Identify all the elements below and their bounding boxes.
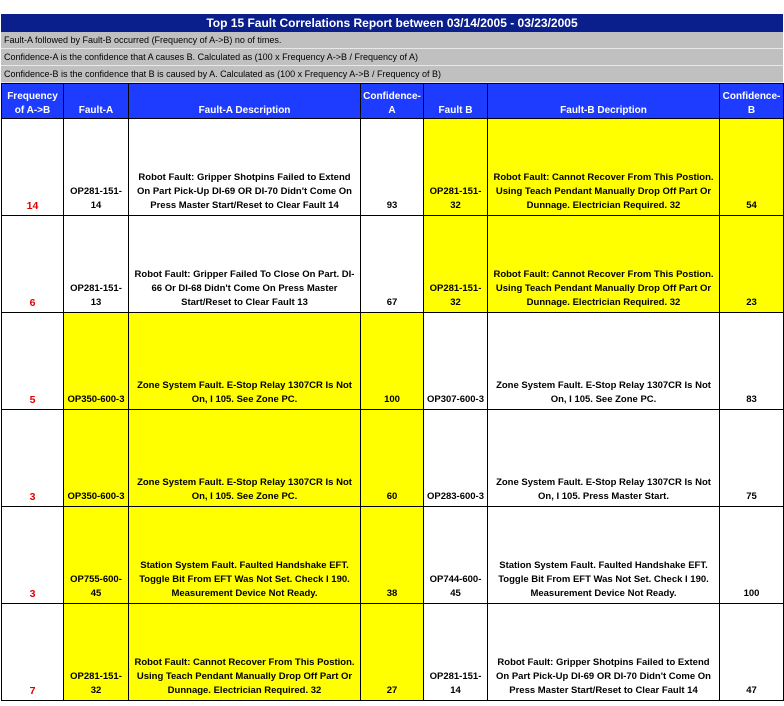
fault-b-description-cell: Robot Fault: Cannot Recover From This Postion. Using Teach Pendant Manually Drop Off Part Or Dunnage. Electrician Required. 32 (488, 216, 720, 313)
fault-b-description-cell: Robot Fault: Cannot Recover From This Postion. Using Teach Pendant Manually Drop Off Part Or Dunnage. Electrician Required. 32 (488, 119, 720, 216)
confidence-b-cell: 23 (720, 216, 784, 313)
frequency-cell: 3 (2, 410, 64, 507)
confidence-a-cell: 38 (361, 507, 424, 604)
note-confidence-a: Confidence-A is the confidence that A causes B. Calculated as (100 x Frequency A->B / Frequency of A) (1, 49, 783, 66)
table-row (2, 313, 784, 410)
confidence-b-cell: 47 (720, 604, 784, 701)
note-frequency: Fault-A followed by Fault-B occurred (Frequency of A->B) no of times. (1, 32, 783, 49)
header-fault-b: Fault B (424, 84, 488, 119)
fault-a-description-cell: Robot Fault: Cannot Recover From This Postion. Using Teach Pendant Manually Drop Off Part Or Dunnage. Electrician Required. 32 (129, 604, 361, 701)
fault-b-cell: OP281-151-14 (424, 604, 488, 701)
fault-b-description-cell: Robot Fault: Gripper Shotpins Failed to Extend On Part Pick-Up DI-69 OR DI-70 Didn't Come On Press Master Start/Reset to Clear Fault 14 (488, 604, 720, 701)
fault-a-cell: OP281-151-13 (64, 216, 129, 313)
fault-a-cell: OP350-600-3 (64, 313, 129, 410)
fault-b-description-cell: Station System Fault. Faulted Handshake EFT. Toggle Bit From EFT Was Not Set. Check I 190. Measurement Device Not Ready. (488, 507, 720, 604)
fault-b-cell: OP281-151-32 (424, 119, 488, 216)
frequency-cell: 7 (2, 604, 64, 701)
fault-b-cell: OP281-151-32 (424, 216, 488, 313)
table-row (2, 119, 784, 216)
confidence-a-cell: 60 (361, 410, 424, 507)
confidence-a-cell: 67 (361, 216, 424, 313)
fault-a-cell: OP755-600-45 (64, 507, 129, 604)
fault-a-description-cell: Robot Fault: Gripper Failed To Close On Part. DI-66 Or DI-68 Didn't Come On Press Master Start/Reset to Clear Fault 13 (129, 216, 361, 313)
header-fault-b-description: Fault-B Decription (488, 84, 720, 119)
confidence-a-cell: 93 (361, 119, 424, 216)
fault-b-cell: OP283-600-3 (424, 410, 488, 507)
header-fault-a-description: Fault-A Description (129, 84, 361, 119)
header-confidence-b: Confidence-B (720, 84, 784, 119)
table-row (2, 507, 784, 604)
confidence-b-cell: 100 (720, 507, 784, 604)
note-confidence-b: Confidence-B is the confidence that B is caused by A. Calculated as (100 x Frequency A->B / Frequency of B) (1, 66, 783, 83)
confidence-b-cell: 75 (720, 410, 784, 507)
table-row (2, 216, 784, 313)
fault-b-cell: OP744-600-45 (424, 507, 488, 604)
confidence-b-cell: 54 (720, 119, 784, 216)
fault-a-description-cell: Zone System Fault. E-Stop Relay 1307CR Is Not On, I 105. See Zone PC. (129, 313, 361, 410)
fault-b-description-cell: Zone System Fault. E-Stop Relay 1307CR Is Not On, I 105. Press Master Start. (488, 410, 720, 507)
fault-a-description-cell: Zone System Fault. E-Stop Relay 1307CR Is Not On, I 105. See Zone PC. (129, 410, 361, 507)
header-confidence-a: Confidence-A (361, 84, 424, 119)
frequency-cell: 5 (2, 313, 64, 410)
fault-a-cell: OP281-151-32 (64, 604, 129, 701)
fault-a-cell: OP281-151-14 (64, 119, 129, 216)
fault-a-description-cell: Station System Fault. Faulted Handshake EFT. Toggle Bit From EFT Was Not Set. Check I 190. Measurement Device Not Ready. (129, 507, 361, 604)
fault-correlation-report (1, 14, 783, 701)
frequency-cell: 6 (2, 216, 64, 313)
header-fault-a: Fault-A (64, 84, 129, 119)
table-row (2, 604, 784, 701)
fault-a-cell: OP350-600-3 (64, 410, 129, 507)
fault-b-cell: OP307-600-3 (424, 313, 488, 410)
frequency-cell: 14 (2, 119, 64, 216)
fault-a-description-cell: Robot Fault: Gripper Shotpins Failed to Extend On Part Pick-Up DI-69 OR DI-70 Didn't Come On Press Master Start/Reset to Clear Fault 14 (129, 119, 361, 216)
fault-b-description-cell: Zone System Fault. E-Stop Relay 1307CR Is Not On, I 105. See Zone PC. (488, 313, 720, 410)
confidence-a-cell: 27 (361, 604, 424, 701)
correlation-table (1, 83, 784, 701)
table-row (2, 410, 784, 507)
report-title: Top 15 Fault Correlations Report between 03/14/2005 - 03/23/2005 (1, 14, 783, 32)
confidence-a-cell: 100 (361, 313, 424, 410)
header-frequency: Frequency of A->B (2, 84, 64, 119)
frequency-cell: 3 (2, 507, 64, 604)
header-row (2, 84, 784, 119)
confidence-b-cell: 83 (720, 313, 784, 410)
